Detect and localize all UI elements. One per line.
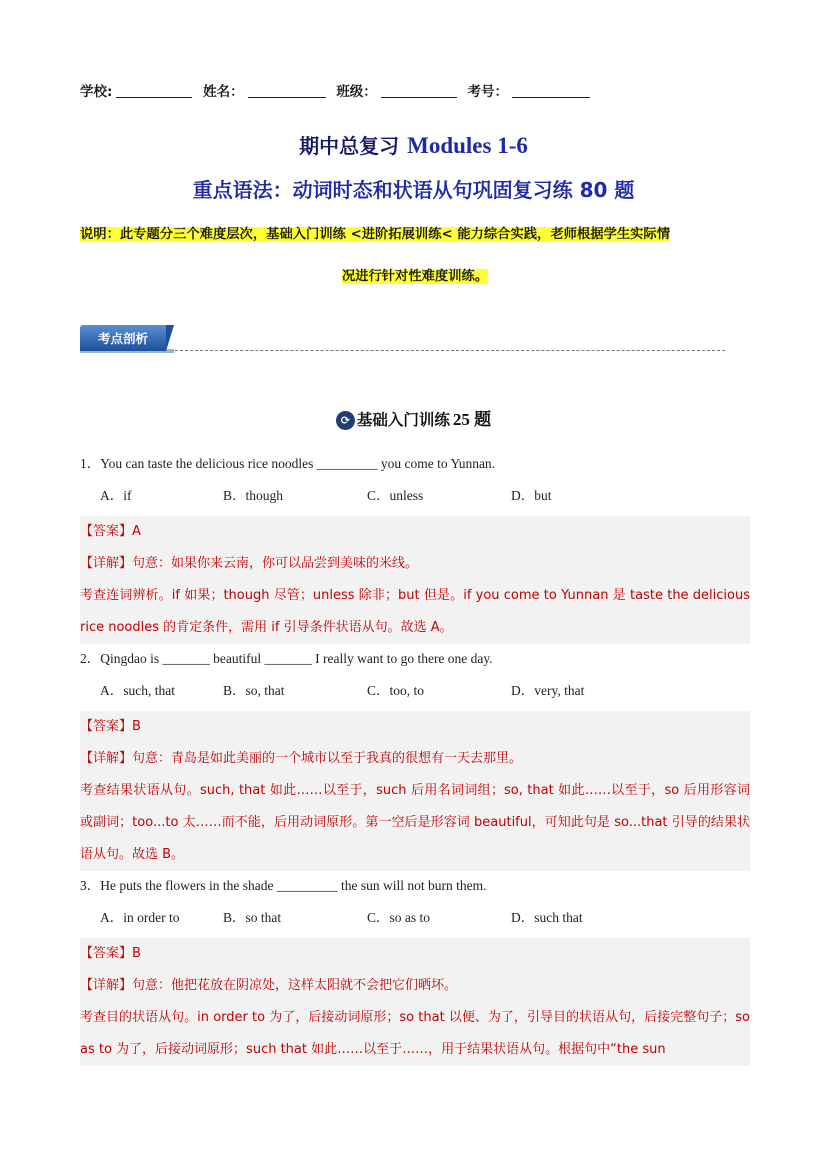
detail-meaning: 【详解】句意：如果你来云南，你可以品尝到美味的米线。 xyxy=(80,556,419,571)
question-options xyxy=(80,675,750,707)
class-label: 班级： xyxy=(336,84,377,100)
analysis-text: 考查结果状语从句。such, that 如此……以至于，such 后用名词词组；so, that 如此……以至于，so 后用形容词或副词；too...to 太……而不能，后用动词原形。第一空后是形容词 beautiful，可知此句是 so...that 引导的结果状语从句。故选 B。 xyxy=(80,783,751,862)
school-blank[interactable] xyxy=(116,83,192,98)
section-divider xyxy=(175,350,725,351)
option-c[interactable]: C．so as to xyxy=(367,910,431,925)
exam-number-blank[interactable] xyxy=(512,83,590,98)
option-d[interactable]: D．but xyxy=(511,488,552,503)
title-chinese: 期中总复习 xyxy=(299,134,400,158)
page-title xyxy=(0,130,827,159)
answer-box xyxy=(80,938,750,1066)
question-stem: 1．You can taste the delicious rice noodles _________ you come to Yunnan. xyxy=(80,456,496,471)
option-d[interactable]: D．such that xyxy=(511,910,583,925)
class-blank[interactable] xyxy=(381,83,457,98)
option-a[interactable]: A．in order to xyxy=(100,910,180,925)
subsection-count: 25 题 xyxy=(452,410,492,429)
option-a[interactable]: A．if xyxy=(100,488,132,503)
question-item xyxy=(80,870,750,1066)
answer-label: 【答案】A xyxy=(80,524,141,539)
question-stem: 2．Qingdao is _______ beautiful _______ I really want to go there one day. xyxy=(80,651,493,666)
option-c[interactable]: C．too, to xyxy=(367,683,425,698)
option-c[interactable]: C．unless xyxy=(367,488,424,503)
question-item xyxy=(80,448,750,644)
answer-box xyxy=(80,516,750,644)
name-blank[interactable] xyxy=(248,83,326,98)
analysis-text: 考查目的状语从句。in order to 为了，后接动词原形；so that 以便、为了，引导目的状语从句，后接完整句子；so as to 为了，后接动词原形；such that 如此……以至于……，用于结果状语从句。根据句中“the sun xyxy=(80,1010,750,1057)
question-stem: 3．He puts the flowers in the shade _________ the sun will not burn them. xyxy=(80,878,487,893)
note-line-1: 说明：此专题分三个难度层次，基础入门训练 <进阶拓展训练< 能力综合实践，老师根据学生实际情 xyxy=(80,227,671,242)
note-line-2: 况进行针对性难度训练。 xyxy=(341,269,489,284)
question-options xyxy=(80,902,750,934)
answer-label: 【答案】B xyxy=(80,719,141,734)
detail-meaning: 【详解】句意：青岛是如此美丽的一个城市以至于我真的很想有一天去那里。 xyxy=(80,751,523,766)
name-label: 姓名： xyxy=(203,84,244,100)
instruction-note xyxy=(80,219,750,293)
student-info-fields xyxy=(80,80,760,100)
question-item xyxy=(80,643,750,871)
option-d[interactable]: D．very, that xyxy=(511,683,585,698)
school-label: 学校: xyxy=(80,84,113,100)
option-b[interactable]: B．though xyxy=(223,488,284,503)
section-tab-label: 考点剖析 xyxy=(97,331,148,346)
answer-box xyxy=(80,711,750,871)
section-tab xyxy=(80,325,172,353)
answer-label: 【答案】B xyxy=(80,946,141,961)
detail-meaning: 【详解】句意：他把花放在阴凉处，这样太阳就不会把它们晒坏。 xyxy=(80,978,458,993)
subsection-title: 基础入门训练 xyxy=(356,411,450,429)
exam-number-label: 考号： xyxy=(467,84,509,100)
title-english: Modules 1-6 xyxy=(407,133,528,158)
analysis-text: 考查连词辨析。if 如果；though 尽管；unless 除非；but 但是。if you come to Yunnan 是 taste the delicious rice noodles 的肯定条件，需用 if 引导条件状语从句。故选 A。 xyxy=(80,588,750,635)
refresh-icon: ⟳ xyxy=(336,411,355,430)
option-b[interactable]: B．so that xyxy=(223,910,282,925)
question-options xyxy=(80,480,750,512)
subsection-heading xyxy=(0,405,827,430)
page-subtitle: 重点语法：动词时态和状语从句巩固复习练 80 题 xyxy=(192,178,635,202)
option-a[interactable]: A．such, that xyxy=(100,683,175,698)
option-b[interactable]: B．so, that xyxy=(223,683,285,698)
